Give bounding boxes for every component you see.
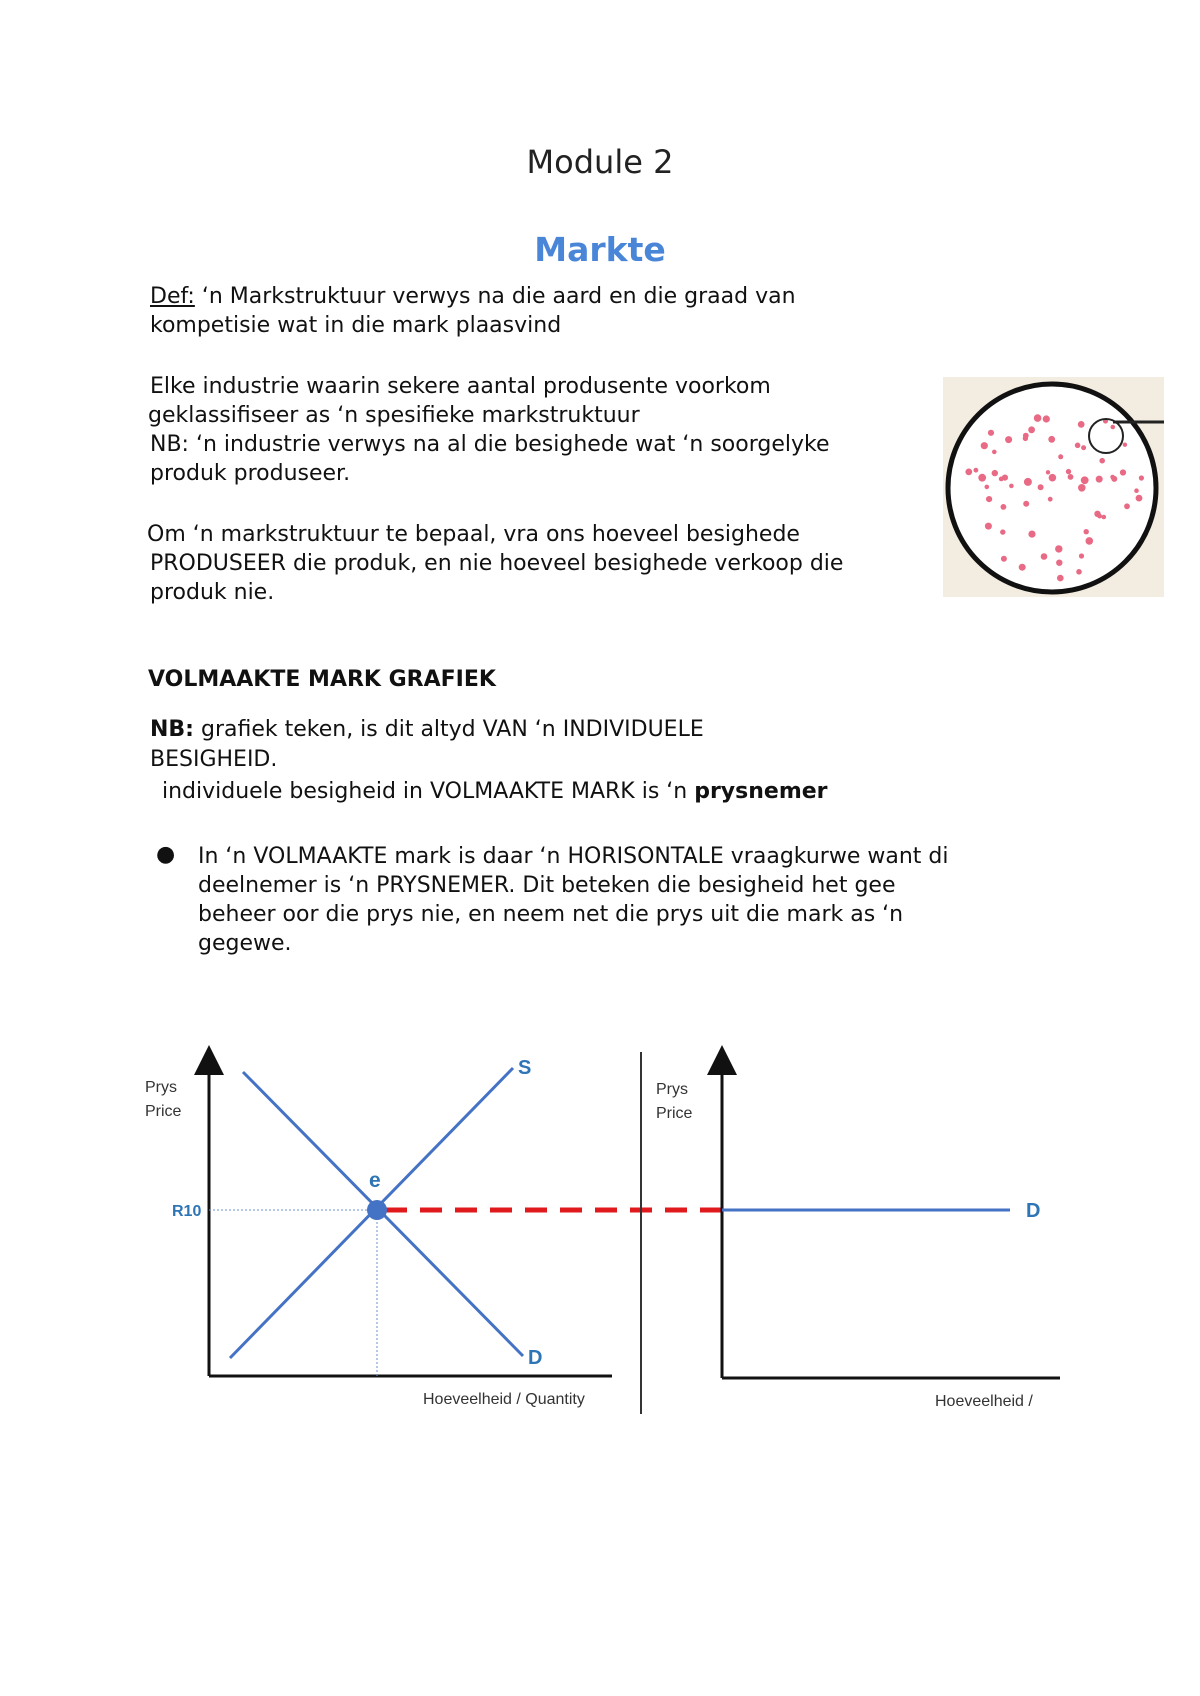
firm-dot — [1041, 553, 1048, 560]
section-title-markte: Markte — [534, 230, 666, 269]
market-demand-label: D — [528, 1347, 543, 1369]
firm-dot — [1066, 469, 1071, 474]
firm-dot — [1078, 421, 1085, 428]
firm-dot — [1034, 414, 1042, 422]
para2-line-4: produk produseer. — [150, 461, 351, 486]
firm-dot — [981, 442, 988, 449]
definition-label: Def: — [150, 284, 195, 309]
firm-dot — [1078, 484, 1086, 492]
definition-line-1 — [150, 282, 796, 311]
firm-dot — [1084, 529, 1089, 534]
firm-dot — [974, 468, 979, 473]
firm-dot — [1024, 478, 1032, 486]
para3-line-2: PRODUSEER die produk, en nie hoeveel besighede verkoop die — [150, 551, 844, 576]
firm-dot — [1139, 475, 1144, 480]
firm-dot — [965, 469, 972, 476]
equilibrium-label: e — [369, 1169, 381, 1192]
market-x-label: Hoeveelheid / Quantity — [423, 1391, 585, 1408]
firm-dot — [1043, 415, 1050, 422]
market-circle-image — [943, 377, 1164, 597]
firm-dot — [1023, 436, 1028, 441]
firm-dot — [1123, 443, 1127, 447]
firm-dot — [1102, 515, 1107, 520]
definition-text: ‘n Markstruktuur verwys na die aard en die graad van — [194, 284, 796, 309]
perfect-market-graphs — [0, 1040, 1200, 1430]
firm-dot — [1120, 469, 1126, 475]
firm-dot — [1028, 531, 1035, 538]
firm-dot — [1019, 564, 1026, 571]
para2-line-1: Elke industrie waarin sekere aantal produsente voorkom — [150, 374, 771, 399]
nb-line-3 — [162, 777, 828, 806]
firm-dot — [985, 485, 990, 490]
firm-dot — [1056, 560, 1062, 566]
firm-dot — [1023, 501, 1029, 507]
firm-dot — [1000, 529, 1005, 534]
bullet-marker: ● — [156, 842, 176, 867]
supply-label: S — [518, 1057, 532, 1079]
definition-line-2: kompetisie wat in die mark plaasvind — [150, 313, 562, 338]
firm-dot — [985, 523, 992, 530]
firm-dot — [1005, 436, 1012, 443]
firm-dot — [1096, 476, 1103, 483]
bullet-line-3: beheer oor die prys nie, en neem net die prys uit die mark as ‘n — [198, 902, 904, 927]
firm-dot — [1076, 569, 1082, 575]
para2-line-2: geklassifiseer as ‘n spesifieke markstruktuur — [148, 403, 640, 428]
firm-dot — [1028, 426, 1035, 433]
nb-line-3-text: individuele besigheid in VOLMAAKTE MARK is ‘n — [162, 779, 695, 804]
firm-dot — [1009, 484, 1014, 489]
firm-x-label: Hoeveelheid / — [935, 1393, 1033, 1410]
firm-dot — [1081, 476, 1089, 484]
firm-dot — [986, 496, 992, 502]
firm-dot — [1124, 503, 1130, 509]
firm-dot — [1136, 495, 1143, 502]
market-y-label-1: Prys — [145, 1079, 177, 1096]
firm-dot — [1099, 458, 1105, 464]
firm-dot — [992, 450, 997, 455]
bullet-line-2: deelnemer is ‘n PRYSNEMER. Dit beteken die besigheid het gee — [198, 873, 896, 898]
firm-dot — [1068, 474, 1074, 480]
firm-dot — [1048, 436, 1055, 443]
firm-dot — [1081, 445, 1086, 450]
nb-line-2: BESIGHEID. — [150, 747, 278, 772]
bullet-line-1: In ‘n VOLMAAKTE mark is daar ‘n HORISONTALE vraagkurwe want di — [198, 844, 949, 869]
firm-dot — [978, 474, 986, 482]
firm-dot — [1079, 553, 1084, 558]
firm-dot — [1058, 454, 1063, 459]
market-y-label-2: Price — [145, 1103, 182, 1120]
nb-label: NB: — [150, 717, 194, 742]
firm-dot — [1111, 425, 1116, 430]
firm-dot — [988, 430, 994, 436]
equilibrium-point — [367, 1200, 387, 1220]
firm-dot — [1075, 443, 1081, 449]
firm-dot — [1038, 484, 1044, 490]
market-illustration — [943, 377, 1164, 597]
firm-dot — [999, 477, 1004, 482]
firm-dot — [1110, 475, 1115, 480]
firm-dot — [1049, 474, 1057, 482]
firm-dot — [1057, 575, 1064, 582]
firm-y-label-2: Price — [656, 1105, 693, 1122]
nb-text: grafiek teken, is dit altyd VAN ‘n INDIVIDUELE — [193, 717, 704, 742]
para3-line-1: Om ‘n markstruktuur te bepaal, vra ons hoeveel besighede — [147, 522, 800, 547]
bullet-line-4: gegewe. — [198, 931, 292, 956]
firm-dot — [992, 470, 998, 476]
firm-dot — [1086, 537, 1094, 545]
nb-line-1 — [150, 715, 704, 744]
firm-demand-label: D — [1026, 1200, 1041, 1222]
para2-line-3: NB: ‘n industrie verwys na al die besighede wat ‘n soorgelyke — [150, 432, 830, 457]
nb-line-3-bold: prysnemer — [694, 779, 828, 804]
page-title: Module 2 — [526, 143, 674, 181]
firm-dot — [1094, 511, 1100, 517]
para3-line-3: produk nie. — [150, 580, 275, 605]
firm-y-label-1: Prys — [656, 1081, 688, 1098]
firm-dot — [1001, 556, 1007, 562]
firm-dot — [1134, 488, 1139, 493]
firm-dot — [1046, 470, 1050, 474]
graph-section-heading: VOLMAAKTE MARK GRAFIEK — [148, 667, 496, 692]
firm-dot — [1001, 504, 1007, 510]
firm-dot — [1048, 497, 1053, 502]
price-label-r10: R10 — [172, 1203, 202, 1220]
firm-dot — [1055, 545, 1062, 552]
